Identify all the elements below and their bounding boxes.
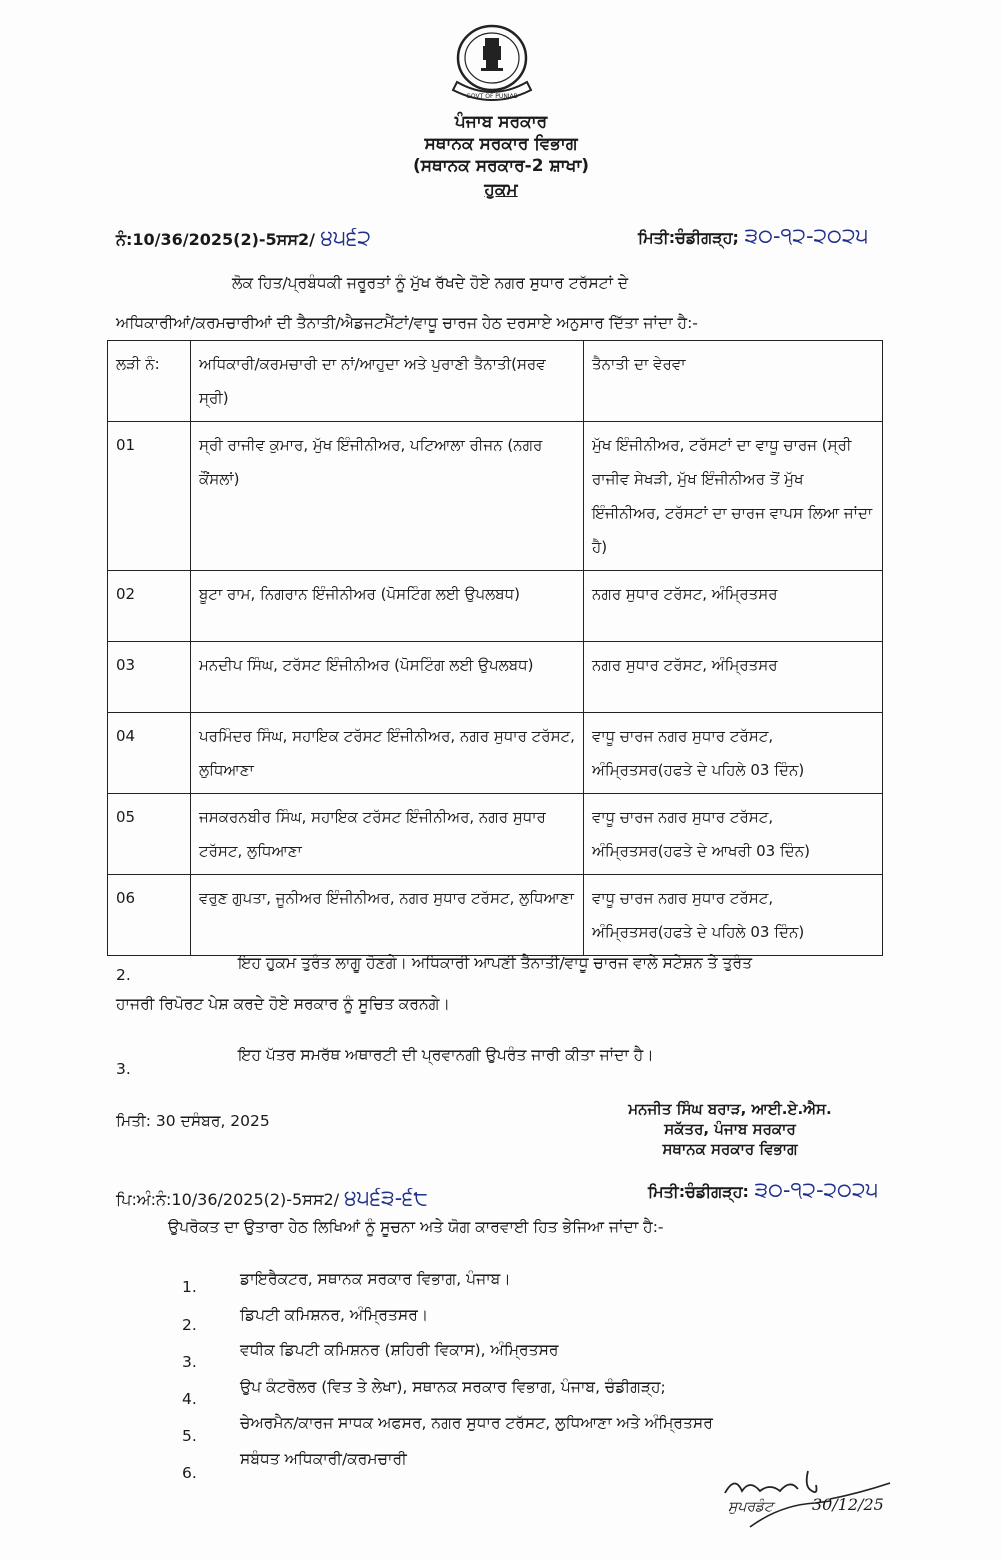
cell-serial: 03 xyxy=(108,642,191,713)
cell-officer: ਜਸਕਰਨਬੀਰ ਸਿੰਘ, ਸਹਾਇਕ ਟਰੱਸਟ ਇੰਜੀਨੀਅਰ, ਨਗਰ ਸੁਧਾਰ ਟਰੱਸਟ, ਲੁਧਿਆਣਾ xyxy=(191,794,584,875)
clause-3-number: 3. xyxy=(116,1060,131,1078)
endorsement-date xyxy=(648,1178,879,1203)
clause-2-line-2: ਹਾਜਰੀ ਰਿਪੋਰਟ ਪੇਸ਼ ਕਰਦੇ ਹੋਏ ਸਰਕਾਰ ਨੂੰ ਸੂਚਿਤ ਕਰਨਗੇ। xyxy=(116,995,450,1013)
cell-serial: 06 xyxy=(108,875,191,956)
recipient-number: 4. xyxy=(182,1390,197,1408)
cell-posting: ਮੁੱਖ ਇੰਜੀਨੀਅਰ, ਟਰੱਸਟਾਂ ਦਾ ਵਾਧੂ ਚਾਰਜ (ਸ੍ਰੀ ਰਾਜੀਵ ਸੇਖੜੀ, ਮੁੱਖ ਇੰਜੀਨੀਅਰ ਤੋਂ ਮੁੱਖ ਇੰਜੀਨੀਅਰ, ਟਰੱਸਟਾਂ ਦਾ ਚਾਰਜ ਵਾਪਸ ਲਿਆ ਜਾਂਦਾ ਹੈ) xyxy=(584,422,883,571)
cell-posting: ਵਾਧੂ ਚਾਰਜ ਨਗਰ ਸੁਧਾਰ ਟਰੱਸਟ, ਅੰਮ੍ਰਿਤਸਰ(ਹਫਤੇ ਦੇ ਪਹਿਲੇ 03 ਦਿੰਨ) xyxy=(584,713,883,794)
header-branch: (ਸਥਾਨਕ ਸਰਕਾਰ-2 ਸ਼ਾਖਾ) xyxy=(412,156,590,176)
table-row xyxy=(108,642,883,713)
signoff-date: ਮਿਤੀ: 30 ਦਸੰਬਰ, 2025 xyxy=(116,1112,270,1130)
intro-line-1: ਲੋਕ ਹਿਤ/ਪ੍ਰਬੰਧਕੀ ਜਰੂਰਤਾਂ ਨੂੰ ਮੁੱਖ ਰੱਖਦੇ ਹੋਏ ਨਗਰ ਸੁਧਾਰ ਟਰੱਸਟਾਂ ਦੇ xyxy=(232,274,629,292)
recipient-item: ਵਧੀਕ ਡਿਪਟੀ ਕਮਿਸ਼ਨਰ (ਸ਼ਹਿਰੀ ਵਿਕਾਸ), ਅੰਮ੍ਰਿਤਸਰ xyxy=(240,1341,559,1359)
cell-officer: ਪਰਮਿੰਦਰ ਸਿੰਘ, ਸਹਾਇਕ ਟਰੱਸਟ ਇੰਜੀਨੀਅਰ, ਨਗਰ ਸੁਧਾਰ ਟਰੱਸਟ, ਲੁਧਿਆਣਾ xyxy=(191,713,584,794)
header-posting: ਤੈਨਾਤੀ ਦਾ ਵੇਰਵਾ xyxy=(584,341,883,422)
cell-serial: 01 xyxy=(108,422,191,571)
state-emblem-icon xyxy=(447,22,537,106)
endorsement-number-handwritten: ੪੫੬੩-੬੮ xyxy=(344,1186,428,1211)
recipient-number: 2. xyxy=(182,1316,197,1334)
table-row xyxy=(108,422,883,571)
recipient-number: 5. xyxy=(182,1427,197,1445)
cell-posting: ਵਾਧੂ ਚਾਰਜ ਨਗਰ ਸੁਧਾਰ ਟਰੱਸਟ, ਅੰਮ੍ਰਿਤਸਰ(ਹਫਤੇ ਦੇ ਪਹਿਲੇ 03 ਦਿੰਨ) xyxy=(584,875,883,956)
order-date-prefix: ਮਿਤੀ:ਚੰਡੀਗੜ੍ਹ; xyxy=(638,228,739,247)
order-number-handwritten: ੪੫੬੨ xyxy=(320,226,372,251)
clause-2-line-1: ਇਹ ਹੁਕਮ ਤੁਰੰਤ ਲਾਗੂ ਹੋਣਗੇ। ਅਧਿਕਾਰੀ ਆਪਣੀ ਤੈਨਾਤੀ/ਵਾਧੂ ਚਾਰਜ ਵਾਲੇ ਸਟੇਸ਼ਨ ਤੇ ਤੁਰੰਤ xyxy=(238,954,752,972)
header-officer: ਅਧਿਕਾਰੀ/ਕਰਮਚਾਰੀ ਦਾ ਨਾਂ/ਆਹੁਦਾ ਅਤੇ ਪੁਰਾਣੀ ਤੈਨਾਤੀ(ਸਰਵ ਸ੍ਰੀ) xyxy=(191,341,584,422)
recipient-number: 1. xyxy=(182,1278,197,1296)
recipient-item: ਉਪ ਕੰਟਰੋਲਰ (ਵਿਤ ਤੇ ਲੇਖਾ), ਸਥਾਨਕ ਸਰਕਾਰ ਵਿਭਾਗ, ਪੰਜਾਬ, ਚੰਡੀਗੜ੍ਹ; xyxy=(240,1378,666,1396)
table-row xyxy=(108,875,883,956)
signatory-name: ਮਨਜੀਤ ਸਿੰਘ ਬਰਾੜ, ਆਈ.ਏ.ਐਸ. xyxy=(628,1100,832,1118)
order-date xyxy=(638,224,869,249)
header-government: ਪੰਜਾਬ ਸਰਕਾਰ xyxy=(454,112,548,132)
header-department: ਸਥਾਨਕ ਸਰਕਾਰ ਵਿਭਾਗ xyxy=(424,134,578,154)
recipient-item: ਸਬੰਧਤ ਅਧਿਕਾਰੀ/ਕਰਮਚਾਰੀ xyxy=(240,1450,407,1468)
intro-line-2: ਅਧਿਕਾਰੀਆਂ/ਕਰਮਚਾਰੀਆਂ ਦੀ ਤੈਨਾਤੀ/ਐਡਜਟਮੈਂਟਾਂ/ਵਾਧੂ ਚਾਰਜ ਹੇਠ ਦਰਸਾਏ ਅਨੁਸਾਰ ਦਿੱਤਾ ਜਾਂਦਾ ਹੈ:- xyxy=(116,314,698,332)
cell-serial: 02 xyxy=(108,571,191,642)
header-serial: ਲੜੀ ਨੰ: xyxy=(108,341,191,422)
recipient-number: 6. xyxy=(182,1464,197,1482)
table-row xyxy=(108,713,883,794)
endorsement-number-prefix: ਪਿ:ਅੰ:ਨੰ:10/36/2025(2)-5ਸਸ2/ xyxy=(116,1190,340,1209)
endorsement-date-prefix: ਮਿਤੀ:ਚੰਡੀਗੜ੍ਹ: xyxy=(648,1182,749,1201)
order-date-handwritten: ੩੦-੧੨-੨੦੨੫ xyxy=(744,224,869,249)
recipient-item: ਚੇਅਰਮੈਨ/ਕਾਰਜ ਸਾਧਕ ਅਫਸਰ, ਨਗਰ ਸੁਧਾਰ ਟਰੱਸਟ, ਲੁਧਿਆਣਾ ਅਤੇ ਅੰਮ੍ਰਿਤਸਰ xyxy=(240,1414,713,1432)
superintendent-date: 30/12/25 xyxy=(812,1495,884,1514)
table-row xyxy=(108,794,883,875)
order-number xyxy=(116,226,371,251)
cell-officer: ਬੂਟਾ ਰਾਮ, ਨਿਗਰਾਨ ਇੰਜੀਨੀਅਰ (ਪੋਸਟਿੰਗ ਲਈ ਉਪਲਬਧ) xyxy=(191,571,584,642)
cell-posting: ਨਗਰ ਸੁਧਾਰ ਟਰੱਸਟ, ਅੰਮ੍ਰਿਤਸਰ xyxy=(584,571,883,642)
endorsement-number xyxy=(116,1186,428,1211)
table-row xyxy=(108,571,883,642)
cell-officer: ਸ੍ਰੀ ਰਾਜੀਵ ਕੁਮਾਰ, ਮੁੱਖ ਇੰਜੀਨੀਅਰ, ਪਟਿਆਲਾ ਰੀਜਨ (ਨਗਰ ਕੌਂਸਲਾਂ) xyxy=(191,422,584,571)
document-title: ਹੁਕਮ xyxy=(484,180,518,200)
endorsement-intro: ਉਪਰੋਕਤ ਦਾ ਉਤਾਰਾ ਹੇਠ ਲਿਖਿਆਂ ਨੂੰ ਸੂਚਨਾ ਅਤੇ ਯੋਗ ਕਾਰਵਾਈ ਹਿਤ ਭੇਜਿਆ ਜਾਂਦਾ ਹੈ:- xyxy=(168,1218,664,1236)
cell-serial: 04 xyxy=(108,713,191,794)
cell-posting: ਨਗਰ ਸੁਧਾਰ ਟਰੱਸਟ, ਅੰਮ੍ਰਿਤਸਰ xyxy=(584,642,883,713)
recipient-item: ਡਾਇਰੈਕਟਰ, ਸਥਾਨਕ ਸਰਕਾਰ ਵਿਭਾਗ, ਪੰਜਾਬ। xyxy=(240,1270,511,1288)
superintendent-title: ਸੁਪਰਡੰਟ xyxy=(728,1499,774,1515)
superintendent-signature xyxy=(720,1465,900,1535)
clause-2-number: 2. xyxy=(116,966,131,984)
svg-text:GOVT OF PUNJAB: GOVT OF PUNJAB xyxy=(466,93,518,100)
cell-officer: ਮਨਦੀਪ ਸਿੰਘ, ਟਰੱਸਟ ਇੰਜੀਨੀਅਰ (ਪੋਸਟਿੰਗ ਲਈ ਉਪਲਬਧ) xyxy=(191,642,584,713)
cell-serial: 05 xyxy=(108,794,191,875)
signatory-department: ਸਥਾਨਕ ਸਰਕਾਰ ਵਿਭਾਗ xyxy=(662,1140,798,1158)
cell-posting: ਵਾਧੂ ਚਾਰਜ ਨਗਰ ਸੁਧਾਰ ਟਰੱਸਟ, ਅੰਮ੍ਰਿਤਸਰ(ਹਫਤੇ ਦੇ ਆਖਰੀ 03 ਦਿੰਨ) xyxy=(584,794,883,875)
recipient-item: ਡਿਪਟੀ ਕਮਿਸ਼ਨਰ, ਅੰਮ੍ਰਿਤਸਰ। xyxy=(240,1306,429,1324)
signatory-designation: ਸਕੱਤਰ, ਪੰਜਾਬ ਸਰਕਾਰ xyxy=(664,1120,796,1138)
cell-officer: ਵਰੁਣ ਗੁਪਤਾ, ਜੂਨੀਅਰ ਇੰਜੀਨੀਅਰ, ਨਗਰ ਸੁਧਾਰ ਟਰੱਸਟ, ਲੁਧਿਆਣਾ xyxy=(191,875,584,956)
order-number-prefix: ਨੰ:10/36/2025(2)-5ਸਸ2/ xyxy=(116,230,315,249)
table-header-row xyxy=(108,341,883,422)
posting-table xyxy=(107,340,883,956)
clause-3-text: ਇਹ ਪੱਤਰ ਸਮਰੱਥ ਅਥਾਰਟੀ ਦੀ ਪ੍ਰਵਾਨਗੀ ਉਪਰੰਤ ਜਾਰੀ ਕੀਤਾ ਜਾਂਦਾ ਹੈ। xyxy=(238,1046,654,1064)
endorsement-date-handwritten: ੩੦-੧੨-੨੦੨੫ xyxy=(754,1178,879,1203)
recipient-number: 3. xyxy=(182,1353,197,1371)
